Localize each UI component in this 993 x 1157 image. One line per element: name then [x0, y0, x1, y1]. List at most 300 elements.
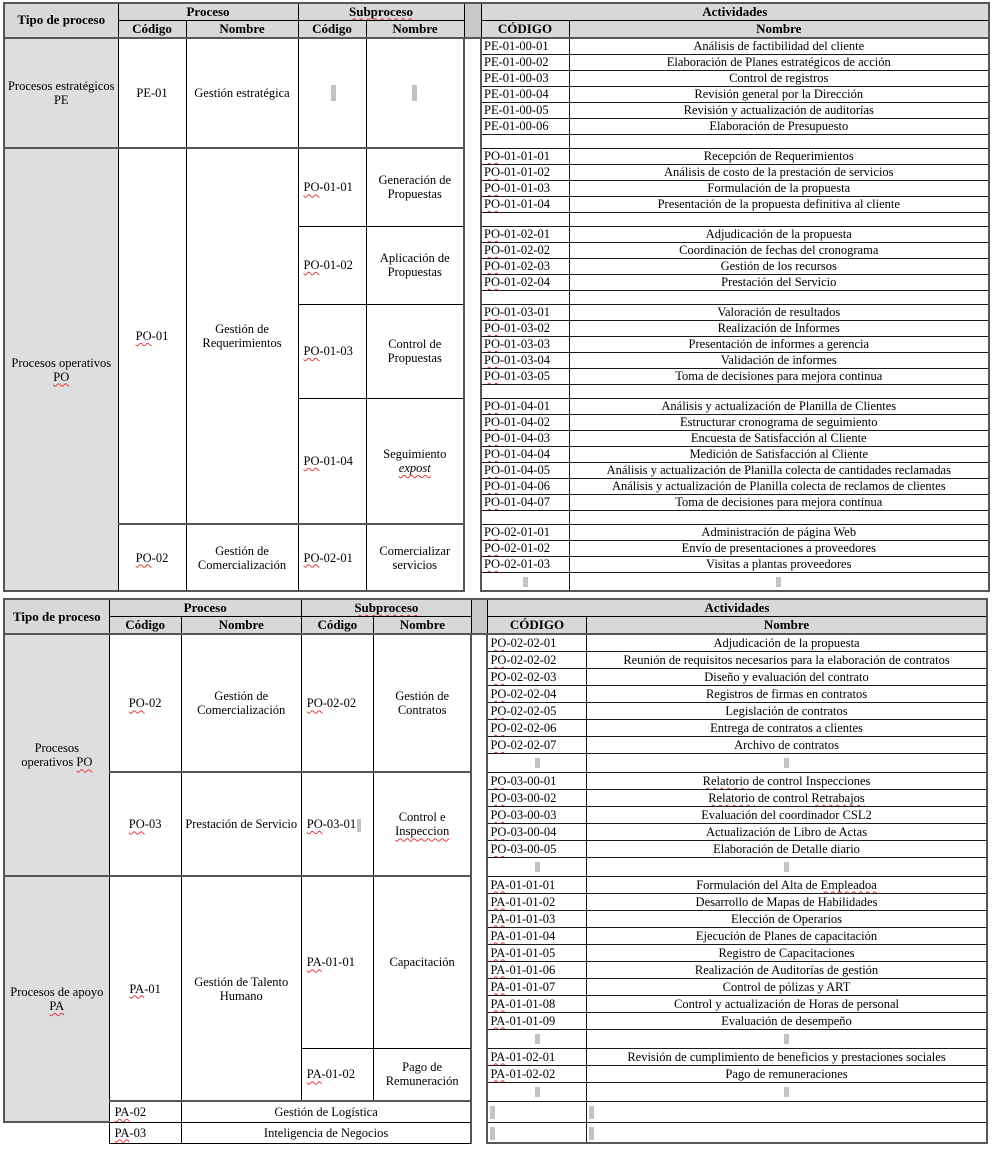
- activity-nombre-cell[interactable]: Toma de decisiones para mejora continua: [569, 494, 989, 510]
- activity-codigo-cell[interactable]: PO-02-02-07: [487, 736, 586, 753]
- grey-marker: [331, 85, 336, 101]
- gap-column-cell: [471, 857, 487, 876]
- activity-nombre-cell[interactable]: Valoración de resultados: [569, 304, 989, 320]
- gap-activity-nombre-cell: [569, 384, 989, 398]
- activity-codigo-cell[interactable]: PE-01-00-01: [481, 38, 569, 54]
- table-body: [4, 38, 989, 591]
- activity-row: [4, 634, 987, 651]
- activity-nombre-cell[interactable]: Relatorio de control Inspecciones: [587, 772, 987, 789]
- activity-nombre-cell[interactable]: Desarrollo de Mapas de Habilidades: [587, 893, 987, 910]
- spellcheck-underline: Retrabajos: [811, 790, 865, 805]
- activity-codigo-cell[interactable]: PE-01-00-04: [481, 86, 569, 102]
- activity-nombre-cell[interactable]: Revisión de cumplimiento de beneficios y prestaciones sociales: [587, 1048, 987, 1065]
- spellcheck-underline: PO: [76, 755, 93, 770]
- gap-column-cell: [464, 384, 481, 398]
- grey-marker: [535, 862, 540, 872]
- activity-nombre-cell[interactable]: Actualización de Libro de Actas: [587, 823, 987, 840]
- proceso-codigo-cell[interactable]: PO-01: [118, 148, 186, 524]
- activity-codigo-cell[interactable]: PO-01-04-05: [481, 462, 569, 478]
- gap-column-cell: [464, 304, 481, 320]
- spellcheck-underline: PO: [128, 817, 145, 832]
- spellcheck-underline: PA: [490, 1049, 506, 1064]
- activity-codigo-cell[interactable]: PA-01-01-09: [487, 1012, 586, 1029]
- gap-column-cell: [464, 398, 481, 414]
- grey-marker: [784, 1034, 789, 1044]
- spellcheck-underline: PO: [484, 149, 500, 163]
- activity-codigo-cell[interactable]: PO-02-02-05: [487, 702, 586, 719]
- activity-codigo-cell[interactable]: PO-01-04-04: [481, 446, 569, 462]
- table-header: [4, 3, 989, 38]
- activity-codigo-cell[interactable]: PE-01-00-02: [481, 54, 569, 70]
- spellcheck-underline: PO: [303, 180, 320, 195]
- gap-column-cell: [464, 258, 481, 274]
- gap-column-cell: [464, 352, 481, 368]
- subproceso-codigo-cell[interactable]: PA-01-02: [301, 1048, 373, 1101]
- subproceso-codigo-cell[interactable]: PO-03-01: [301, 772, 373, 876]
- activity-codigo-cell[interactable]: PO-01-04-02: [481, 414, 569, 430]
- header-proceso-nombre[interactable]: Nombre: [186, 21, 298, 39]
- activity-nombre-cell[interactable]: Formulación de la propuesta: [569, 180, 989, 196]
- activity-nombre-cell[interactable]: Revisión y actualización de auditorías: [569, 102, 989, 118]
- spellcheck-underline: PO: [484, 305, 500, 319]
- activity-nombre-cell[interactable]: Análisis y actualización de Planilla de Clientes: [569, 398, 989, 414]
- spellcheck-underline: PO: [490, 737, 507, 752]
- subproceso-nombre-cell[interactable]: Seguimiento expost: [366, 398, 464, 524]
- gap-column-cell: [471, 1029, 487, 1048]
- spellcheck-underline: PA: [49, 999, 65, 1014]
- subproceso-nombre-cell[interactable]: Control e Inspeccion: [373, 772, 471, 876]
- subproceso-codigo-cell[interactable]: PO-01-03: [298, 304, 366, 398]
- activity-codigo-cell[interactable]: PE-01-00-03: [481, 70, 569, 86]
- gap-column-cell: [471, 1101, 487, 1122]
- header-tipo-de-proceso[interactable]: Tipo de proceso: [4, 3, 118, 38]
- process-inventory-document: [3, 2, 991, 1144]
- activity-codigo-cell[interactable]: PO-02-02-03: [487, 668, 586, 685]
- subproceso-codigo-cell[interactable]: PO-01-02: [298, 226, 366, 304]
- spellcheck-underline: PO: [484, 541, 500, 555]
- gap-column-cell: [464, 70, 481, 86]
- tipo-empty-cell: [4, 1122, 109, 1143]
- activity-nombre-cell[interactable]: Presentación de la propuesta definitiva al cliente: [569, 196, 989, 212]
- activity-codigo-cell[interactable]: PA-01-01-04: [487, 927, 586, 944]
- subproceso-nombre-cell[interactable]: [366, 38, 464, 148]
- activity-nombre-cell[interactable]: Adjudicación de la propuesta: [569, 226, 989, 242]
- spellcheck-underline: PO: [490, 824, 507, 839]
- table-body: [4, 634, 987, 1143]
- spellcheck-underline: PA: [306, 955, 322, 970]
- spellcheck-underline: PO: [490, 669, 507, 684]
- gap-activity-nombre-cell: [587, 857, 987, 876]
- spellcheck-underline: Inspeccion: [395, 824, 450, 839]
- activity-nombre-cell[interactable]: Evaluación del coordinador CSL2: [587, 806, 987, 823]
- activity-nombre-cell[interactable]: Elección de Operarios: [587, 910, 987, 927]
- gap-activity-nombre-cell: [587, 753, 987, 772]
- spellcheck-underline: PO: [484, 557, 500, 571]
- activity-nombre-cell[interactable]: Registros de firmas en contratos: [587, 685, 987, 702]
- activity-nombre-cell[interactable]: Gestión de los recursos: [569, 258, 989, 274]
- activity-nombre-cell[interactable]: Prestación del Servicio: [569, 274, 989, 290]
- activity-codigo-cell[interactable]: PO-01-01-04: [481, 196, 569, 212]
- activity-nombre-cell[interactable]: Pago de remuneraciones: [587, 1065, 987, 1082]
- gap-column-cell: [464, 134, 481, 148]
- header-proceso[interactable]: Proceso: [118, 3, 298, 21]
- activity-nombre-cell[interactable]: Adjudicación de la propuesta: [587, 634, 987, 651]
- subproceso-nombre-cell[interactable]: Control de Propuestas: [366, 304, 464, 398]
- tipo-cell[interactable]: Procesos de apoyo PA: [4, 876, 109, 1122]
- activity-nombre-cell[interactable]: Control de registros: [569, 70, 989, 86]
- gap-column-cell: [464, 320, 481, 336]
- gap-column-cell: [471, 944, 487, 961]
- subproceso-nombre-cell[interactable]: Comercializar servicios: [366, 524, 464, 591]
- gap-column-cell: [471, 823, 487, 840]
- subproceso-nombre-cell[interactable]: Capacitación: [373, 876, 471, 1048]
- activity-row: [4, 876, 987, 893]
- spellcheck-underline: PO: [490, 720, 507, 735]
- gap-column-cell: [471, 719, 487, 736]
- subproceso-codigo-cell[interactable]: PO-02-02: [301, 634, 373, 772]
- activity-nombre-cell[interactable]: Entrega de contratos a clientes: [587, 719, 987, 736]
- gap-column-cell: [471, 772, 487, 789]
- activity-codigo-cell[interactable]: PO-01-02-03: [481, 258, 569, 274]
- header-proceso-nombre[interactable]: Nombre: [181, 617, 301, 635]
- header-proceso-codigo[interactable]: Código: [109, 617, 181, 635]
- activity-nombre-cell[interactable]: Control de pólizas y ART: [587, 978, 987, 995]
- activity-nombre-cell[interactable]: Control y actualización de Horas de personal: [587, 995, 987, 1012]
- activity-nombre-cell[interactable]: Envío de presentaciones a proveedores: [569, 540, 989, 556]
- header-actividad-nombre[interactable]: Nombre: [569, 21, 989, 39]
- subproceso-codigo-cell[interactable]: PO-01-04: [298, 398, 366, 524]
- header-gap-column[interactable]: [471, 599, 487, 634]
- grey-marker: [523, 577, 528, 587]
- gap-column-cell: [471, 1122, 487, 1143]
- gap-column-cell: [471, 702, 487, 719]
- header-actividad-nombre[interactable]: Nombre: [587, 617, 987, 635]
- spellcheck-underline: PA: [114, 1104, 130, 1119]
- activity-codigo-cell[interactable]: PO-01-01-01: [481, 148, 569, 164]
- gap-column-cell: [471, 736, 487, 753]
- activity-codigo-cell[interactable]: PA-01-01-05: [487, 944, 586, 961]
- gap-column-cell: [464, 414, 481, 430]
- process-row-wide: [4, 1122, 987, 1143]
- activity-nombre-cell[interactable]: Estructurar cronograma de seguimiento: [569, 414, 989, 430]
- gap-column-cell: [471, 893, 487, 910]
- header-actividades[interactable]: Actividades: [487, 599, 987, 617]
- activity-nombre-cell[interactable]: Elaboración de Planes estratégicos de acción: [569, 54, 989, 70]
- grey-marker: [412, 85, 417, 101]
- proceso-nombre-cell[interactable]: Gestión de Comercialización: [186, 524, 298, 591]
- activity-codigo-cell[interactable]: PA-01-01-03: [487, 910, 586, 927]
- activity-nombre-cell[interactable]: Elaboración de Detalle diario: [587, 840, 987, 857]
- spellcheck-underline: Relatorio: [702, 773, 750, 788]
- activity-codigo-cell[interactable]: PO-01-03-05: [481, 368, 569, 384]
- spellcheck-underline: PO: [484, 337, 500, 351]
- activity-codigo-cell[interactable]: PA-01-01-02: [487, 893, 586, 910]
- activity-codigo-cell[interactable]: PA-01-02-02: [487, 1065, 586, 1082]
- spellcheck-underline: PA: [306, 1067, 322, 1082]
- spellcheck-underline: PO: [490, 652, 507, 667]
- proceso-nombre-cell[interactable]: Gestión de Logística: [181, 1101, 471, 1122]
- gap-column-cell: [464, 118, 481, 134]
- activity-nombre-cell[interactable]: Legislación de contratos: [587, 702, 987, 719]
- header-proceso[interactable]: Proceso: [109, 599, 301, 617]
- activity-nombre-cell[interactable]: Revisión general por la Dirección: [569, 86, 989, 102]
- gap-column-cell: [471, 1082, 487, 1101]
- activity-nombre-cell[interactable]: Diseño y evaluación del contrato: [587, 668, 987, 685]
- spellcheck-underline: PO: [135, 550, 152, 565]
- spellcheck-underline: PA: [490, 928, 506, 943]
- process-row-wide: [4, 1101, 987, 1122]
- spellcheck-underline: PA: [490, 877, 506, 892]
- activity-row: [4, 148, 989, 164]
- spellcheck-underline: PA: [490, 962, 506, 977]
- spellcheck-underline: PO: [484, 197, 500, 211]
- gap-column-cell: [464, 462, 481, 478]
- gap-column-cell: [464, 556, 481, 572]
- grey-marker: [535, 1087, 540, 1097]
- header-tipo-de-proceso[interactable]: Tipo de proceso: [4, 599, 109, 634]
- activity-nombre-cell[interactable]: Presentación de informes a gerencia: [569, 336, 989, 352]
- spellcheck-underline: PO: [490, 686, 507, 701]
- activity-nombre-cell[interactable]: Realización de Auditorías de gestión: [587, 961, 987, 978]
- activity-nombre-cell[interactable]: [587, 1101, 987, 1122]
- activity-nombre-cell[interactable]: Coordinación de fechas del cronograma: [569, 242, 989, 258]
- activity-codigo-cell[interactable]: PE-01-00-06: [481, 118, 569, 134]
- proceso-nombre-cell[interactable]: Inteligencia de Negocios: [181, 1122, 471, 1143]
- activity-codigo-cell[interactable]: PE-01-00-05: [481, 102, 569, 118]
- gap-column-cell: [471, 685, 487, 702]
- activity-codigo-cell[interactable]: PO-03-00-01: [487, 772, 586, 789]
- activity-nombre-cell[interactable]: Relatorio de control Retrabajos: [587, 789, 987, 806]
- activity-codigo-cell[interactable]: [487, 1101, 586, 1122]
- activity-codigo-cell[interactable]: PO-02-01-03: [481, 556, 569, 572]
- activity-codigo-cell[interactable]: PO-01-04-01: [481, 398, 569, 414]
- gap-column-cell: [464, 446, 481, 462]
- activity-codigo-cell[interactable]: PO-01-04-03: [481, 430, 569, 446]
- spellcheck-underline: [399, 461, 431, 475]
- activity-codigo-cell[interactable]: PO-01-02-01: [481, 226, 569, 242]
- activity-codigo-cell[interactable]: PA-01-01-07: [487, 978, 586, 995]
- spellcheck-underline: PA: [490, 1066, 506, 1081]
- header-subproceso[interactable]: [298, 3, 464, 21]
- activity-codigo-cell[interactable]: PO-01-02-04: [481, 274, 569, 290]
- spellcheck-underline: PA: [490, 979, 506, 994]
- gap-activity-codigo-cell: [487, 1029, 586, 1048]
- spellcheck-underline: PO: [490, 703, 507, 718]
- spellcheck-underline: PO: [484, 181, 500, 195]
- activity-nombre-cell[interactable]: Toma de decisiones para mejora continua: [569, 368, 989, 384]
- header-actividades[interactable]: Actividades: [481, 3, 989, 21]
- activity-codigo-cell[interactable]: PO-02-02-01: [487, 634, 586, 651]
- subproceso-nombre-cell[interactable]: Aplicación de Propuestas: [366, 226, 464, 304]
- activity-nombre-cell[interactable]: Administración de página Web: [569, 524, 989, 540]
- activity-nombre-cell[interactable]: Validación de informes: [569, 352, 989, 368]
- activity-nombre-cell[interactable]: Encuesta de Satisfacción al Cliente: [569, 430, 989, 446]
- gap-activity-nombre-cell: [587, 1082, 987, 1101]
- activity-codigo-cell[interactable]: PO-01-03-01: [481, 304, 569, 320]
- activity-codigo-cell[interactable]: PO-01-04-06: [481, 478, 569, 494]
- gap-column-cell: [471, 1065, 487, 1082]
- activity-codigo-cell[interactable]: PO-01-01-02: [481, 164, 569, 180]
- spellcheck-underline: PO: [303, 550, 320, 565]
- proceso-codigo-cell[interactable]: PA-01: [109, 876, 181, 1101]
- gap-column-cell: [464, 494, 481, 510]
- proceso-nombre-cell[interactable]: Gestión de Requerimientos: [186, 148, 298, 524]
- gap-column-cell: [464, 196, 481, 212]
- activity-codigo-cell[interactable]: PA-01-01-01: [487, 876, 586, 893]
- header-actividad-codigo[interactable]: CÓDIGO: [481, 21, 569, 39]
- spellcheck-underline: PO: [303, 453, 320, 468]
- spellcheck-underline: Subproceso: [354, 600, 419, 616]
- activity-codigo-cell[interactable]: PO-03-00-03: [487, 806, 586, 823]
- activity-codigo-cell[interactable]: PO-01-03-03: [481, 336, 569, 352]
- gap-column-cell: [464, 54, 481, 70]
- gap-column-cell: [464, 38, 481, 54]
- spellcheck-underline: PO: [484, 479, 500, 493]
- subproceso-nombre-cell[interactable]: Generación de Propuestas: [366, 148, 464, 226]
- gap-column-cell: [464, 212, 481, 226]
- subproceso-codigo-cell[interactable]: PO-02-01: [298, 524, 366, 591]
- activity-codigo-cell[interactable]: PO-01-03-02: [481, 320, 569, 336]
- spellcheck-underline: PO: [484, 431, 500, 445]
- proceso-codigo-cell[interactable]: PA-02: [109, 1101, 181, 1122]
- gap-column-cell: [464, 102, 481, 118]
- header-subproceso-nombre[interactable]: Nombre: [373, 617, 471, 635]
- activity-codigo-cell[interactable]: [487, 1122, 586, 1143]
- gap-activity-codigo-cell: [487, 1082, 586, 1101]
- spellcheck-underline: PA: [129, 981, 145, 996]
- header-subproceso-codigo[interactable]: Código: [301, 617, 373, 635]
- activity-nombre-cell[interactable]: Recepción de Requerimientos: [569, 148, 989, 164]
- activity-codigo-cell[interactable]: PO-02-02-06: [487, 719, 586, 736]
- activity-nombre-cell[interactable]: Elaboración de Presupuesto: [569, 118, 989, 134]
- activity-codigo-cell[interactable]: PO-03-00-05: [487, 840, 586, 857]
- activity-nombre-cell[interactable]: Análisis y actualización de Planilla colecta de cantidades reclamadas: [569, 462, 989, 478]
- proceso-nombre-cell[interactable]: Prestación de Servicio: [181, 772, 301, 876]
- gap-column-cell: [464, 164, 481, 180]
- spellcheck-underline: PO: [484, 369, 500, 383]
- grey-marker: [535, 1034, 540, 1044]
- activity-nombre-cell[interactable]: Reunión de requisitos necesarios para la elaboración de contratos: [587, 651, 987, 668]
- spellcheck-underline: PO: [490, 807, 507, 822]
- activity-codigo-cell[interactable]: PA-01-01-06: [487, 961, 586, 978]
- proceso-codigo-cell[interactable]: PE-01: [118, 38, 186, 148]
- spellcheck-underline: PO: [490, 773, 507, 788]
- proceso-nombre-cell[interactable]: Gestión estratégica: [186, 38, 298, 148]
- gap-activity-codigo-cell: [481, 290, 569, 304]
- activity-nombre-cell[interactable]: Análisis de factibilidad del cliente: [569, 38, 989, 54]
- header-subproceso-codigo[interactable]: Código: [298, 21, 366, 39]
- gap-column-cell: [464, 274, 481, 290]
- spellcheck-underline: PA: [114, 1125, 130, 1140]
- grey-marker: [357, 819, 361, 832]
- spellcheck-underline: PA: [490, 1013, 506, 1028]
- gap-activity-nombre-cell: [587, 1029, 987, 1048]
- proceso-codigo-cell[interactable]: PA-03: [109, 1122, 181, 1143]
- gap-column-cell: [464, 290, 481, 304]
- activity-codigo-cell[interactable]: PO-01-01-03: [481, 180, 569, 196]
- header-actividad-codigo[interactable]: CÓDIGO: [487, 617, 586, 635]
- gap-column-cell: [464, 478, 481, 494]
- proceso-codigo-cell[interactable]: PO-03: [109, 772, 181, 876]
- activity-row: [4, 524, 989, 540]
- activity-nombre-cell[interactable]: Evaluación de desempeño: [587, 1012, 987, 1029]
- proceso-codigo-cell[interactable]: PO-02: [118, 524, 186, 591]
- activity-codigo-cell[interactable]: PA-01-02-01: [487, 1048, 586, 1065]
- activity-nombre-cell[interactable]: Medición de Satisfacción al Cliente: [569, 446, 989, 462]
- gap-column-cell: [464, 510, 481, 524]
- gap-column-cell: [464, 148, 481, 164]
- gap-column-cell: [464, 226, 481, 242]
- gap-column-cell: [464, 180, 481, 196]
- spellcheck-underline: PA: [490, 996, 506, 1011]
- activity-codigo-cell[interactable]: PO-01-03-04: [481, 352, 569, 368]
- process-table-bottom: [3, 598, 988, 1144]
- grey-marker: [784, 862, 789, 872]
- activity-nombre-cell[interactable]: Visitas a plantas proveedores: [569, 556, 989, 572]
- subproceso-codigo-cell[interactable]: [298, 38, 366, 148]
- activity-codigo-cell[interactable]: PA-01-01-08: [487, 995, 586, 1012]
- gap-activity-codigo-cell: [481, 134, 569, 148]
- activity-codigo-cell[interactable]: PO-02-02-02: [487, 651, 586, 668]
- grey-marker: [589, 1106, 594, 1119]
- subproceso-codigo-cell[interactable]: PO-01-01: [298, 148, 366, 226]
- header-subproceso-nombre[interactable]: Nombre: [366, 21, 464, 39]
- tipo-cell[interactable]: Procesos operativos PO: [4, 634, 109, 876]
- gap-column-cell: [471, 978, 487, 995]
- proceso-nombre-cell[interactable]: Gestión de Comercialización: [181, 634, 301, 772]
- activity-nombre-cell[interactable]: Formulación del Alta de Empleadoa: [587, 876, 987, 893]
- activity-codigo-cell[interactable]: PO-01-04-07: [481, 494, 569, 510]
- tipo-cell[interactable]: Procesos estratégicos PE: [4, 38, 118, 148]
- proceso-nombre-cell[interactable]: Gestión de Talento Humano: [181, 876, 301, 1101]
- spellcheck-underline: PO: [484, 243, 500, 257]
- header-subproceso[interactable]: [301, 599, 471, 617]
- activity-nombre-cell[interactable]: [587, 1122, 987, 1143]
- activity-nombre-cell[interactable]: Ejecución de Planes de capacitación: [587, 927, 987, 944]
- spellcheck-underline: PO: [484, 275, 500, 289]
- header-proceso-codigo[interactable]: Código: [118, 21, 186, 39]
- activity-codigo-cell[interactable]: PO-02-01-01: [481, 524, 569, 540]
- spellcheck-underline: PO: [484, 259, 500, 273]
- activity-nombre-cell[interactable]: Análisis y actualización de Planilla colecta de reclamos de clientes: [569, 478, 989, 494]
- gap-column-cell: [464, 540, 481, 556]
- tipo-cell[interactable]: Procesos operativos PO: [4, 148, 118, 591]
- process-table-top: [3, 2, 990, 592]
- activity-nombre-cell[interactable]: Análisis de costo de la prestación de servicios: [569, 164, 989, 180]
- proceso-codigo-cell[interactable]: PO-02: [109, 634, 181, 772]
- spellcheck-underline: PO: [484, 495, 500, 509]
- activity-codigo-cell[interactable]: PO-01-02-02: [481, 242, 569, 258]
- subproceso-nombre-cell[interactable]: Pago de Remuneración: [373, 1048, 471, 1101]
- activity-nombre-cell[interactable]: Realización de Informes: [569, 320, 989, 336]
- activity-codigo-cell[interactable]: PO-02-01-02: [481, 540, 569, 556]
- activity-codigo-cell[interactable]: PO-03-00-04: [487, 823, 586, 840]
- spellcheck-underline: PO: [303, 258, 320, 272]
- header-gap-column[interactable]: [464, 3, 481, 38]
- grey-marker: [535, 758, 540, 768]
- subproceso-nombre-cell[interactable]: Gestión de Contratos: [373, 634, 471, 772]
- gap-column-cell: [464, 368, 481, 384]
- gap-activity-nombre-cell: [569, 510, 989, 524]
- gap-column-cell: [471, 651, 487, 668]
- activity-codigo-cell[interactable]: PO-02-02-04: [487, 685, 586, 702]
- activity-nombre-cell[interactable]: Registro de Capacitaciones: [587, 944, 987, 961]
- subproceso-codigo-cell[interactable]: PA-01-01: [301, 876, 373, 1048]
- activity-nombre-cell[interactable]: Archivo de contratos: [587, 736, 987, 753]
- grey-marker: [776, 577, 781, 587]
- gap-column-cell: [471, 1012, 487, 1029]
- activity-codigo-cell[interactable]: PO-03-00-02: [487, 789, 586, 806]
